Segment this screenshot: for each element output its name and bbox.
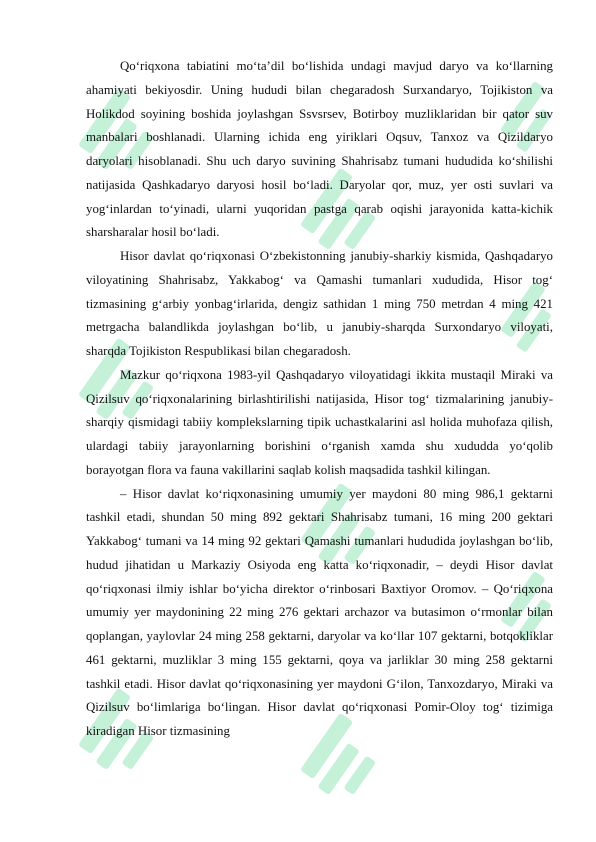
paragraph-location: Hisor davlat qo‘riqxonasi O‘zbekistonning janubiy-sharkiy kismida, Qashqadaryo viloyatining Shahrisabz, Yakkabog‘ va Qamashi tumanlari xududida, Hisor tog‘ tizmasining g‘arbiy yonbag‘irlarida, dengiz sathidan 1 ming 750 metrdan 4 ming 421 metrgacha balandlikda joylashgan bo‘lib, u janubiy-sharqda Surxondaryo viloyati, sharqda Tojikiston Respublikasi bilan chegaradosh. — [86, 249, 553, 358]
body-text — [86, 55, 553, 744]
paragraph-founding: Mazkur qo‘riqxona 1983-yil Qashqadaryo viloyatidagi ikkita mustaqil Miraki va Qizilsuv qo‘riqxonalarining birlashtirilishi natijasida, Hisor tog‘ tizmalarining janubiy-sharqiy qismidagi tabiiy komplekslarning tipik uchastkalarini asl holida muhofaza qilish, ulardagi tabiiy jarayonlarning borishini o‘rganish xamda shu xududda yo‘qolib borayotgan flora va fauna vakillarini saqlab kolish maqsadida tashkil kilingan. — [86, 367, 553, 477]
paragraph-area: – Hisor davlat ko‘riqxonasining umumiy yer maydoni 80 ming 986,1 gektarni tashkil etadi, shundan 50 ming 892 gektari Shahrisabz tumani, 16 ming 200 gektari Yakkabog‘ tumani va 14 ming 92 gektari Qamashi tumanlari hududida joylashgan bo‘lib, hudud jihatidan u Markaziy Osiyoda eng katta ko‘riqxonadir, – deydi Hisor davlat qo‘riqxonasi ilmiy ishlar bo‘yicha direktor o‘rinbosari Baxtiyor Oromov. – Qo‘riqxona umumiy yer maydonining 22 ming 276 gektari archazor va butasimon o‘rmonlar bilan qoplangan, yaylovlar 24 ming 258 gektarni, daryolar va ko‘llar 107 gektarni, botqokliklar 461 gektarni, muzliklar 3 ming 155 gektarni, qoya va jarliklar 30 ming 258 gektarni tashkil etadi. Hisor davlat qo‘riqxonasining yer maydoni G‘ilon, Tanxozdaryo, Miraki va Qizilsuv bo‘limlariga bo‘lingan. Hisor davlat qo‘riqxonasi Pomir-Oloy tog‘ tizimiga kiradigan Hisor tizmasining — [86, 486, 553, 738]
paragraph-rivers: Qo‘riqxona tabiatini mo‘ta’dil bo‘lishida undagi mavjud daryo va ko‘llarning ahamiyati bekiyosdir. Uning hududi bilan chegaradosh Surxandaryo, Tojikiston va Holikdod soyining boshida joylashgan Ssvsrsev, Botirboy muzliklaridan bir qator suv manbalari boshlanadi. Ularning ichida eng yiriklari Oqsuv, Tanxoz va Qizildaryo daryolari hisoblanadi. Shu uch daryo suvining Shahrisabz tumani hududida ko‘shilishi natijasida Qashkadaryo daryosi hosil bo‘ladi. Daryolar qor, muz, yer osti suvlari va yog‘inlardan to‘yinadi, ularni yuqoridan pastga qarab oqishi jarayonida katta-kichik sharsharalar hosil bo‘ladi. — [86, 59, 553, 240]
